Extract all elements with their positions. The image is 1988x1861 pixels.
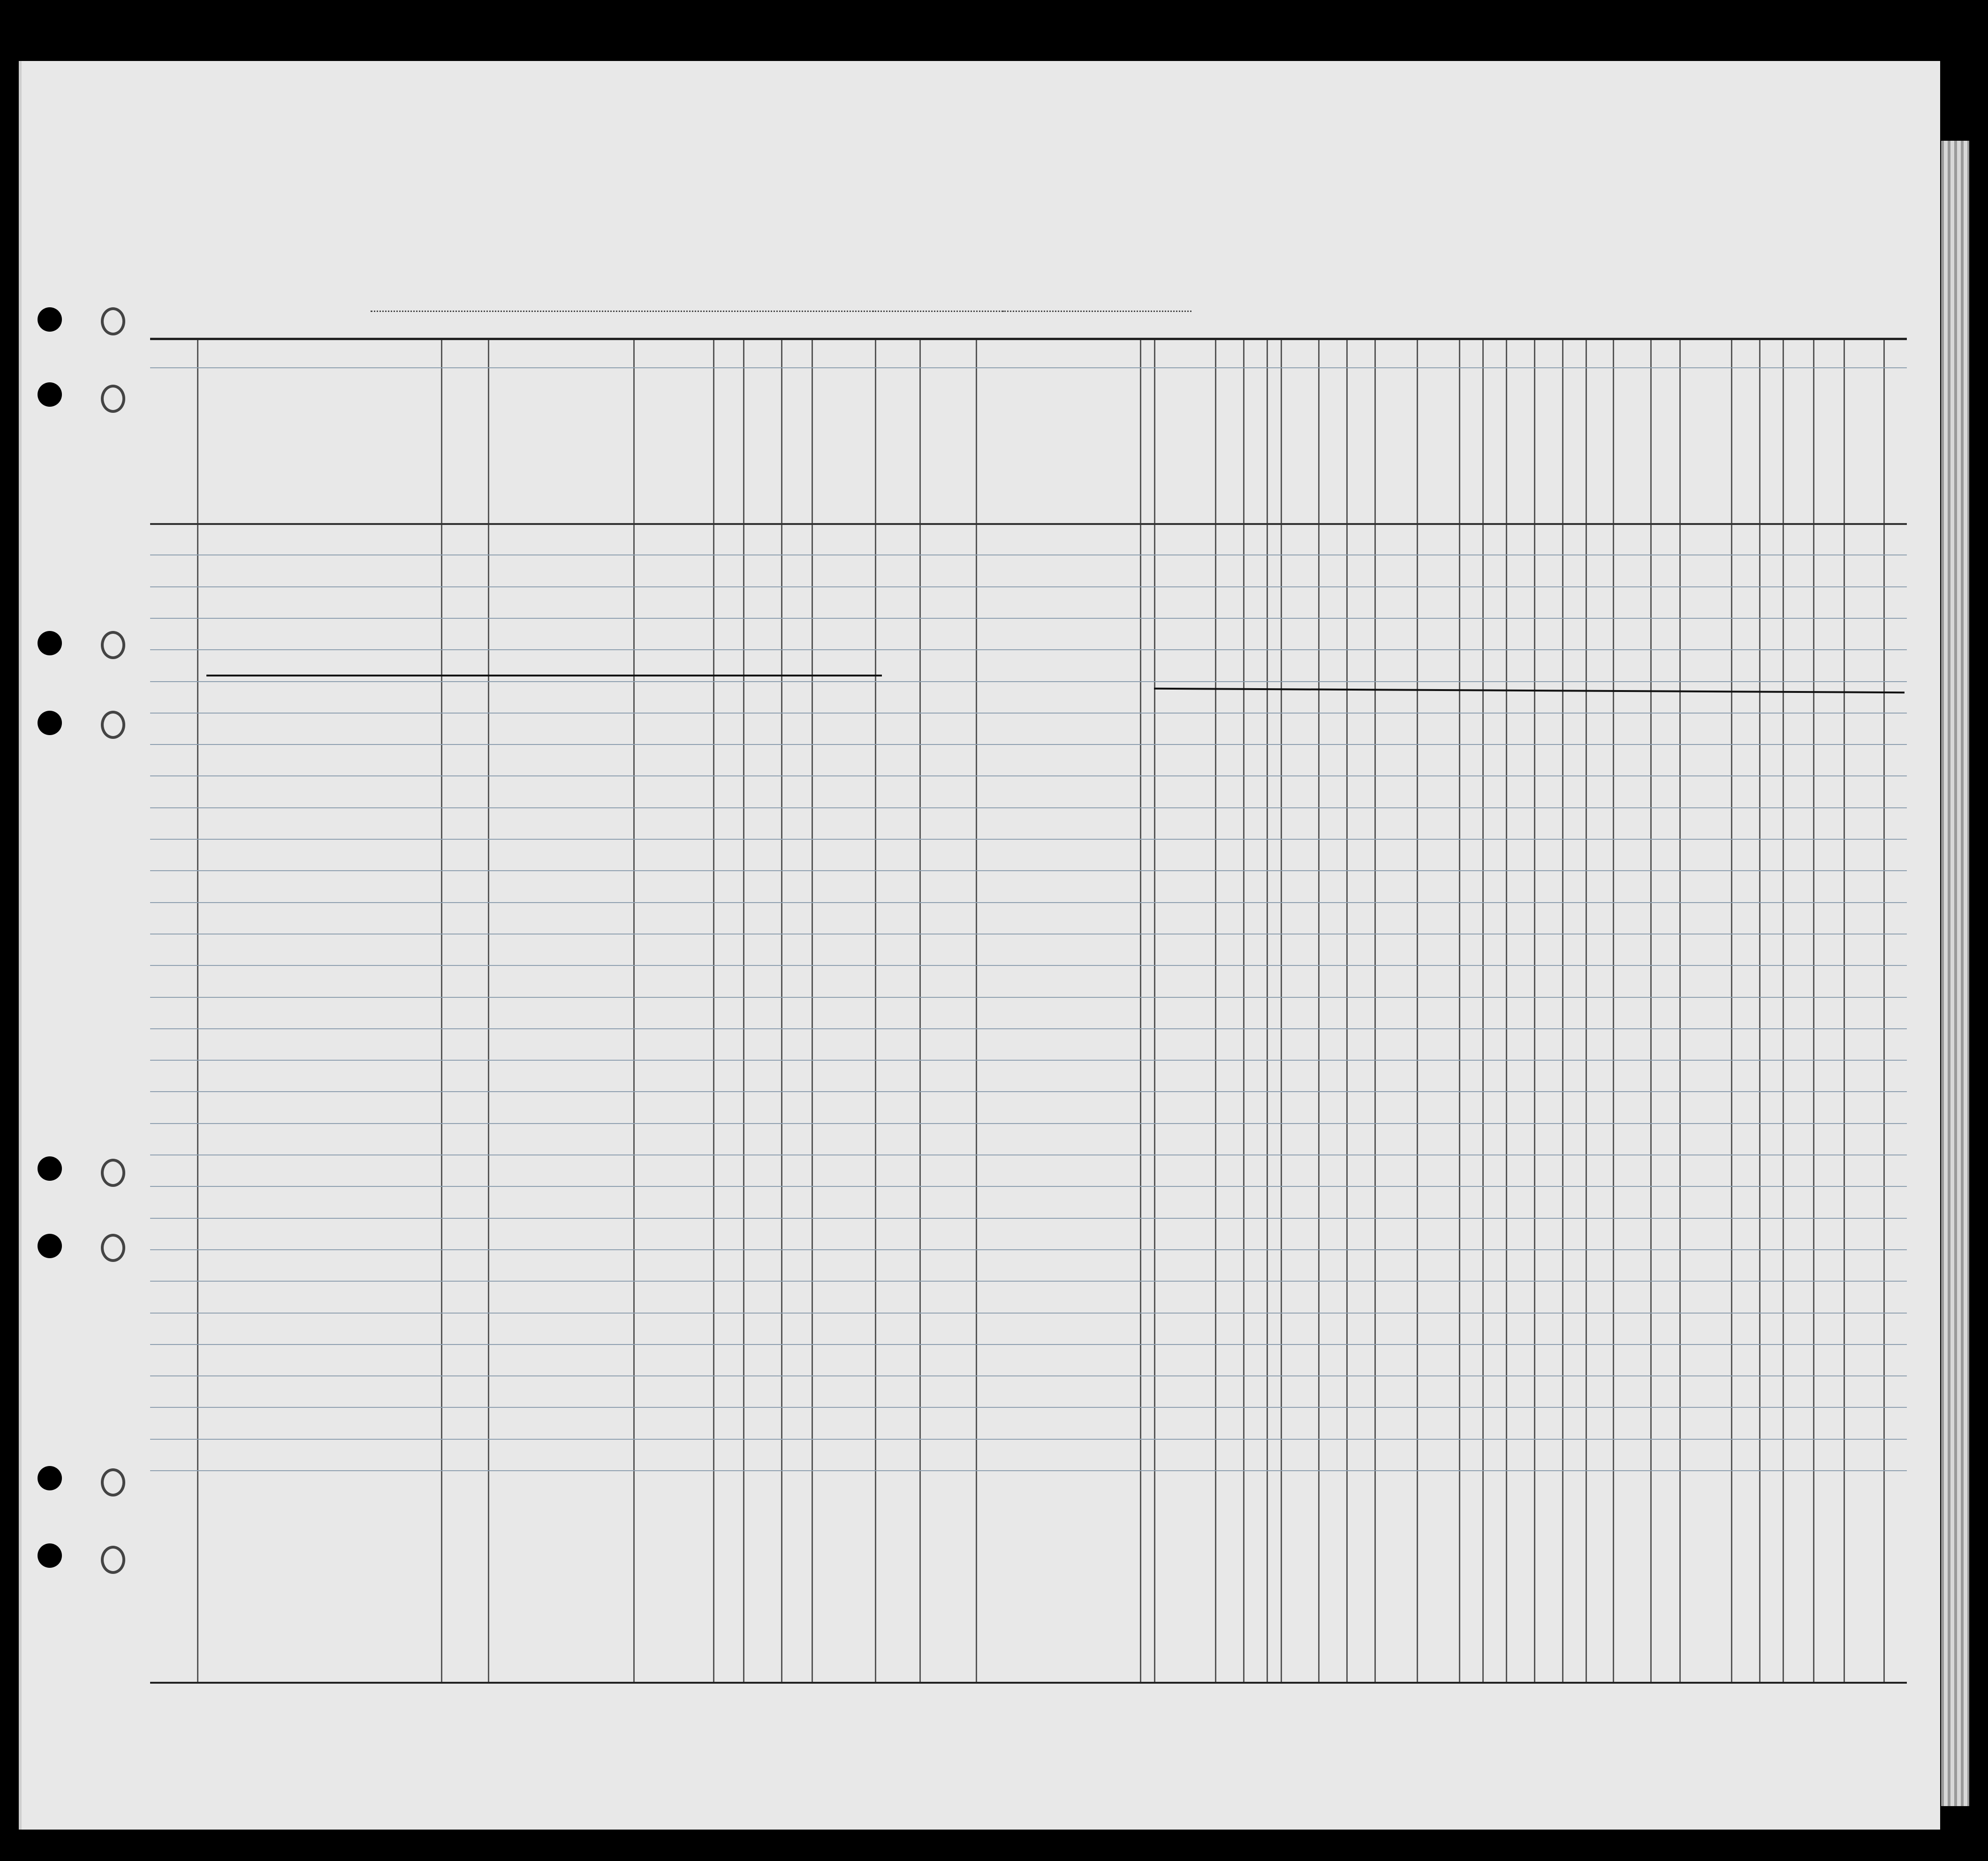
row-rule <box>150 1091 1907 1092</box>
column-header-passage-note <box>745 453 811 518</box>
row-rule <box>150 965 1907 966</box>
row-rule <box>150 1218 1907 1219</box>
column-header-no-on-list <box>152 410 195 467</box>
column-header-year-period <box>922 457 973 500</box>
table-row <box>150 620 1907 651</box>
binder-ring <box>101 1546 125 1574</box>
binder-hole <box>38 1234 62 1258</box>
column-header-hair <box>1684 476 1710 490</box>
binder-hole <box>38 382 62 407</box>
column-header-state <box>530 471 568 486</box>
column-header-city <box>572 471 631 486</box>
row-rule <box>150 902 1907 903</box>
table-row <box>150 809 1907 841</box>
binder-hole <box>38 1543 62 1568</box>
row-rule <box>150 1186 1907 1187</box>
column-header-condition <box>1479 415 1540 490</box>
column-header-if-yes <box>919 429 994 441</box>
column-header-in-usa <box>530 406 631 434</box>
binder-ring <box>101 307 125 335</box>
row-rule <box>150 1249 1907 1250</box>
column-header-yes-no <box>878 457 916 486</box>
date-dotted-line <box>873 311 1191 312</box>
column-header-joining <box>1159 415 1431 490</box>
column-header-passage <box>746 406 809 448</box>
passenger-table <box>150 338 1907 1684</box>
column-header-date-departure <box>1027 453 1070 504</box>
row-rule <box>150 1439 1907 1440</box>
table-row <box>150 746 1907 777</box>
binder-hole <box>38 631 62 655</box>
column-header-complexion <box>1650 443 1679 471</box>
binder-ring <box>101 631 125 659</box>
binder-ring <box>101 1468 125 1496</box>
table-row <box>150 651 1907 683</box>
row-rule <box>150 1281 1907 1282</box>
crossed-out-row-line <box>206 675 882 676</box>
column-header-relative <box>206 406 432 500</box>
table-row <box>150 777 1907 809</box>
column-header-purpose <box>1154 382 1309 410</box>
table-row <box>150 556 1907 588</box>
binder-hole <box>38 307 62 332</box>
binder-ring <box>101 1159 125 1187</box>
row-rule <box>150 1344 1907 1345</box>
column-header-before-us <box>876 375 1045 413</box>
row-rule <box>150 1313 1907 1314</box>
column-header-deformed <box>1539 415 1593 490</box>
column-header-height <box>1593 410 1649 425</box>
column-header-color-of <box>1679 410 1759 425</box>
row-rule <box>150 1028 1907 1029</box>
page-stack-edge <box>1941 141 1969 1806</box>
column-header-final-destination <box>490 378 631 392</box>
binder-ring <box>101 711 125 739</box>
column-header-where <box>978 471 1025 486</box>
column-header-before-us-note <box>876 415 1045 426</box>
binder-hole <box>38 1466 62 1490</box>
binder-ring <box>101 385 125 413</box>
table-row <box>150 841 1907 872</box>
row-rule <box>150 1123 1907 1124</box>
binder-ring <box>101 1234 125 1262</box>
column-header-eyes <box>1733 476 1759 490</box>
column-header-foreign-country <box>489 410 526 504</box>
row-rule <box>150 1060 1907 1061</box>
column-header-final-destination-note <box>490 391 631 405</box>
binder-hole <box>38 1156 62 1181</box>
row-rule <box>150 1407 1907 1408</box>
binder-hole <box>38 711 62 735</box>
row-rule <box>150 1470 1907 1471</box>
column-number-rule <box>150 367 1907 368</box>
column-header-marks <box>1813 448 1907 467</box>
table-row <box>150 525 1907 556</box>
table-row <box>150 714 1907 746</box>
table-row <box>150 588 1907 620</box>
row-rule <box>150 1375 1907 1376</box>
table-row <box>150 683 1907 714</box>
row-rule <box>150 997 1907 998</box>
